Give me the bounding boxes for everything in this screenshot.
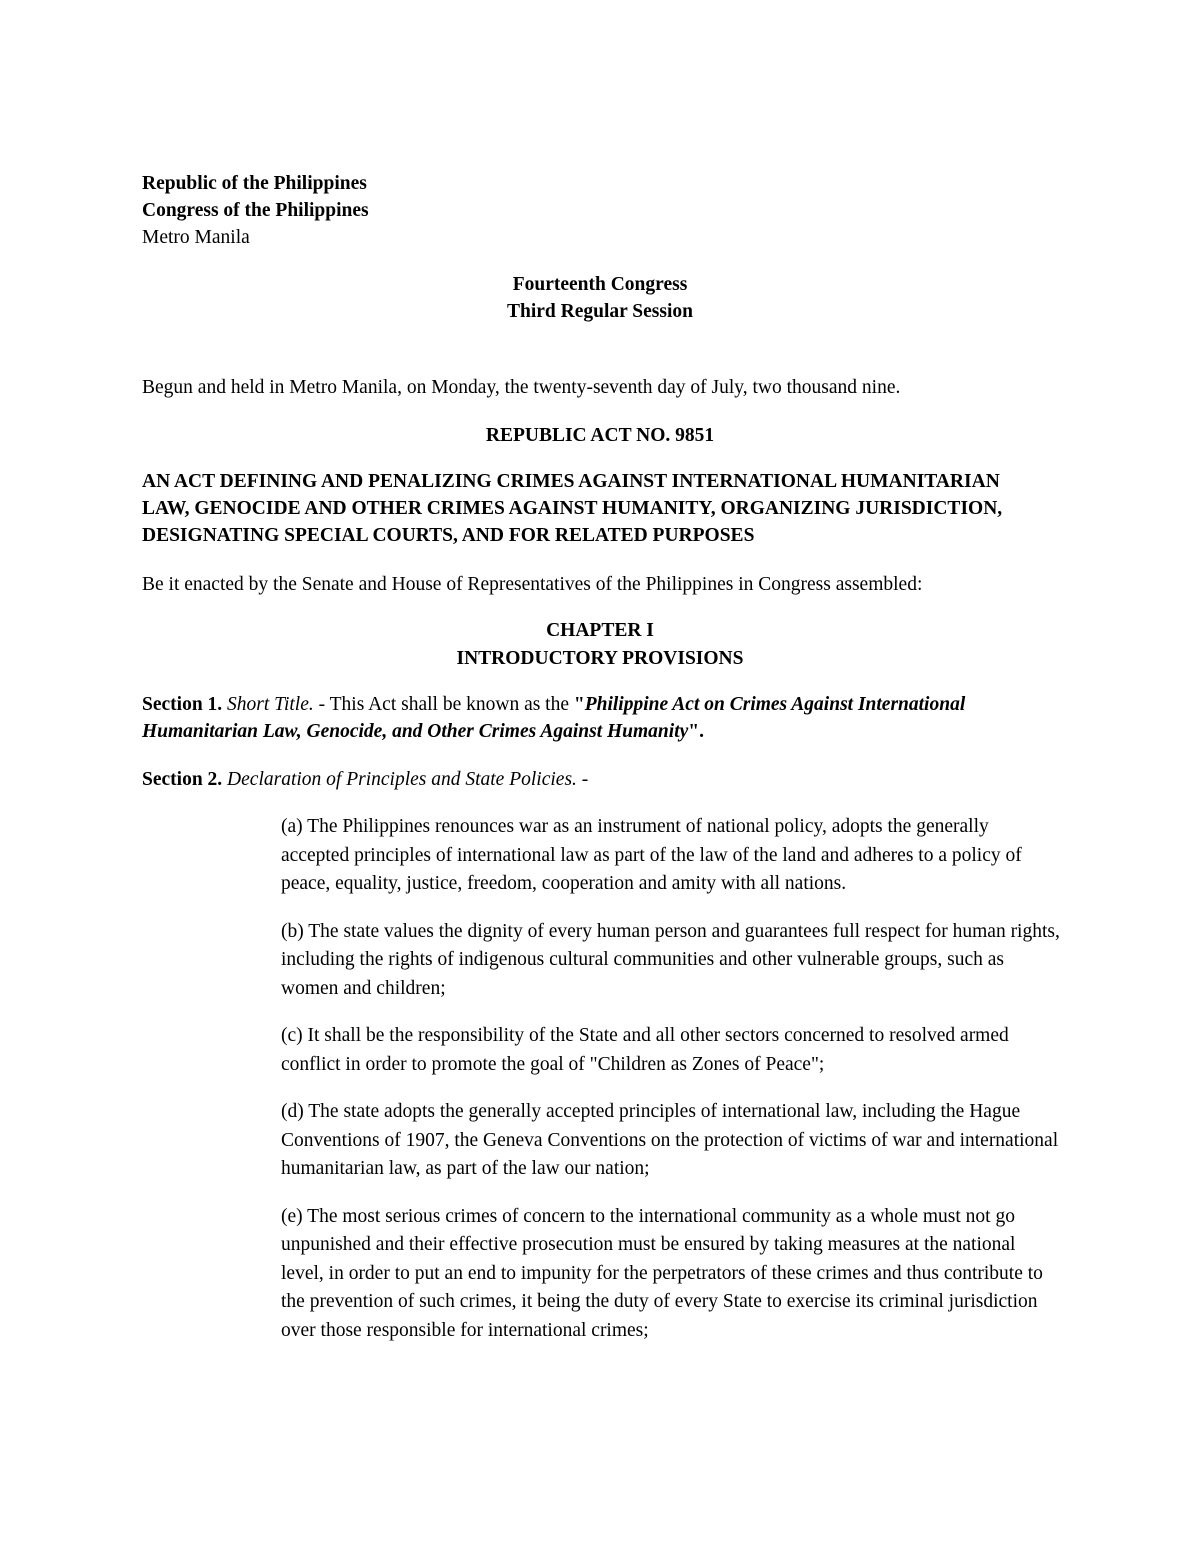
act-number: REPUBLIC ACT NO. 9851 [485, 425, 715, 446]
section-2-heading: Declaration of Principles and State Policies. [227, 769, 577, 790]
section-1-quote-close: ". [688, 721, 704, 742]
section-2-suffix: - [576, 769, 589, 790]
section-2-item-d: (d) The state adopts the generally accepted principles of international law, including the Hague Conventions of 1907, the Geneva Conventions on the protection of victims of war and international humanitarian law, as part of the law our nation; [281, 1101, 1059, 1179]
section-2-heading-line [142, 766, 588, 794]
section-2-item-b: (b) The state values the dignity of every human person and guarantees full respect for human rights, including the rights of indigenous cultural communities and other vulnerable groups, such as women and children; [281, 920, 1060, 999]
section-2-item-a: (a) The Philippines renounces war as an instrument of national policy, adopts the generally accepted principles of international law as part of the law of the land and adheres to a policy of peace, equality, justice, freedom, cooperation and amity with all nations. [281, 816, 1022, 894]
section-1-text: - This Act shall be known as the [313, 694, 574, 715]
chapter-title: INTRODUCTORY PROVISIONS [456, 648, 744, 669]
section-2-label: Section 2. [142, 769, 223, 790]
section-1-heading: Short Title. [227, 694, 314, 715]
section-1-line-1 [142, 691, 965, 719]
section-1-label: Section 1. [142, 694, 223, 715]
act-title-line-2: LAW, GENOCIDE AND OTHER CRIMES AGAINST HUMANITY, ORGANIZING JURISDICTION, [142, 498, 1003, 519]
section-2-items [281, 813, 1061, 1364]
header-country: Republic of the Philippines [142, 173, 367, 194]
header-congress: Congress of the Philippines [142, 200, 369, 221]
chapter-number: CHAPTER I [546, 620, 654, 641]
section-1-line-2 [142, 718, 704, 746]
begun-statement: Begun and held in Metro Manila, on Monday, the twenty-seventh day of July, two thousand nine. [142, 377, 901, 398]
act-title-line-1: AN ACT DEFINING AND PENALIZING CRIMES AGAINST INTERNATIONAL HUMANITARIAN [142, 471, 1000, 492]
section-1-act-name-line-2: Humanitarian Law, Genocide, and Other Crimes Against Humanity [142, 721, 689, 742]
enacting-clause: Be it enacted by the Senate and House of Representatives of the Philippines in Congress assembled: [142, 574, 923, 595]
header-city: Metro Manila [142, 227, 250, 248]
section-2-item-c: (c) It shall be the responsibility of the State and all other sectors concerned to resolved armed conflict in order to promote the goal of "Children as Zones of Peace"; [281, 1025, 1009, 1075]
section-1-quote-open: " [573, 694, 585, 715]
section-2-item-e: (e) The most serious crimes of concern to the international community as a whole must not go unpunished and their effective prosecution must be ensured by taking measures at the national level, in order to put an end to impunity for the perpetrators of these crimes and thus contribute to the prevention of such crimes, it being the duty of every State to exercise its criminal jurisdiction over those responsible for international crimes; [281, 1205, 1043, 1341]
section-1-act-name-line-1: Philippine Act on Crimes Against International [584, 694, 966, 715]
session-congress: Fourteenth Congress [512, 274, 688, 295]
act-title-line-3: DESIGNATING SPECIAL COURTS, AND FOR RELATED PURPOSES [142, 525, 755, 546]
session-regular: Third Regular Session [506, 301, 693, 322]
